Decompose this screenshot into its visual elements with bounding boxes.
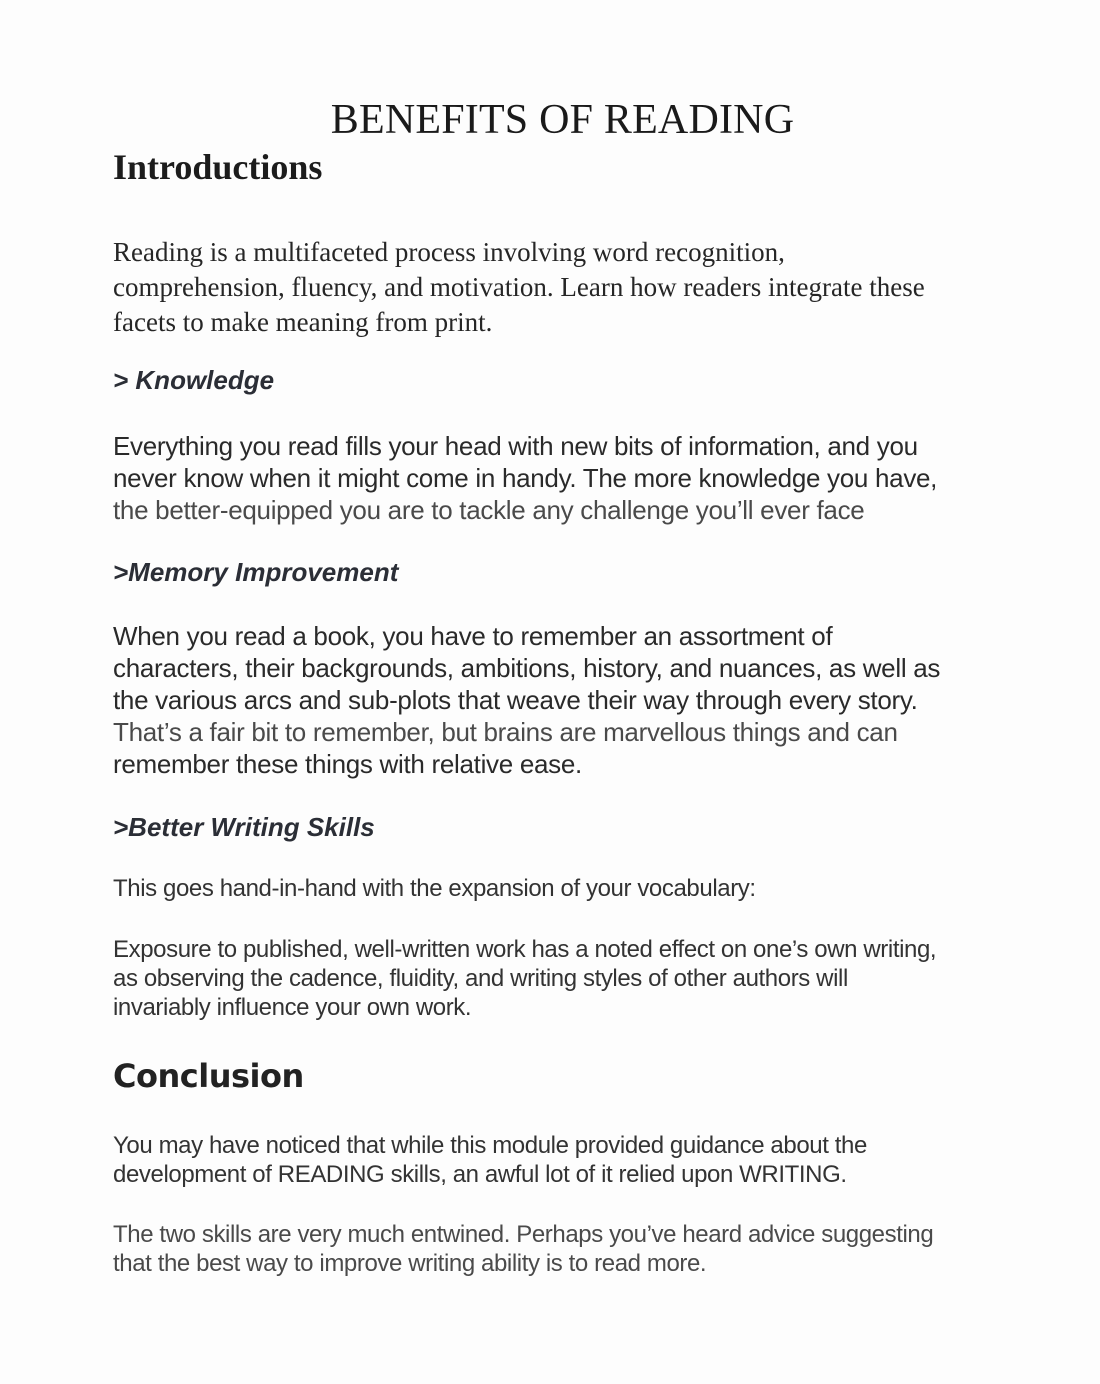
writing-intro-paragraph: This goes hand-in-hand with the expansion of your vocabulary: — [113, 875, 756, 902]
paragraph-line: Everything you read fills your head with new bits of information, and you — [113, 431, 918, 461]
paragraph-line: That’s a fair bit to remember, but brains are marvellous things and can — [113, 717, 898, 747]
paragraph-line: as observing the cadence, fluidity, and writing styles of other authors will — [113, 965, 848, 992]
introduction-paragraph — [113, 235, 925, 340]
paragraph-line: Exposure to published, well-written work has a noted effect on one’s own writing, — [113, 936, 937, 963]
paragraph-line: facets to make meaning from print. — [113, 307, 493, 337]
conclusion-paragraph-1 — [113, 1131, 867, 1189]
paragraph-line: the various arcs and sub-plots that weave their way through every story. — [113, 685, 918, 715]
paragraph-line: invariably influence your own work. — [113, 994, 472, 1021]
introductions-heading: Introductions — [113, 147, 323, 187]
memory-improvement-heading: >Memory Improvement — [113, 557, 399, 587]
conclusion-paragraph-2 — [113, 1220, 933, 1278]
page-title: BENEFITS OF READING — [330, 97, 795, 143]
knowledge-paragraph — [113, 430, 937, 526]
paragraph-line: When you read a book, you have to remember an assortment of — [113, 621, 833, 651]
paragraph-line: development of READING skills, an awful lot of it relied upon WRITING. — [113, 1161, 847, 1188]
conclusion-heading: Conclusion — [113, 1057, 304, 1095]
paragraph-line: characters, their backgrounds, ambitions, history, and nuances, as well as — [113, 653, 941, 683]
paragraph-line: the better-equipped you are to tackle any challenge you’ll ever face — [113, 495, 865, 525]
paragraph-line: that the best way to improve writing ability is to read more. — [113, 1250, 707, 1277]
paragraph-line: comprehension, fluency, and motivation. Learn how readers integrate these — [113, 272, 925, 302]
paragraph-line: never know when it might come in handy. The more knowledge you have, — [113, 463, 938, 493]
better-writing-skills-heading: >Better Writing Skills — [113, 812, 375, 842]
paragraph-line: The two skills are very much entwined. Perhaps you’ve heard advice suggesting — [113, 1221, 934, 1248]
paragraph-line: You may have noticed that while this module provided guidance about the — [113, 1132, 867, 1159]
writing-paragraph — [113, 935, 936, 1022]
paragraph-line: Reading is a multifaceted process involving word recognition, — [113, 237, 785, 267]
paragraph-line: remember these things with relative ease. — [113, 749, 582, 779]
knowledge-heading: > Knowledge — [113, 365, 275, 395]
memory-improvement-paragraph — [113, 620, 940, 780]
